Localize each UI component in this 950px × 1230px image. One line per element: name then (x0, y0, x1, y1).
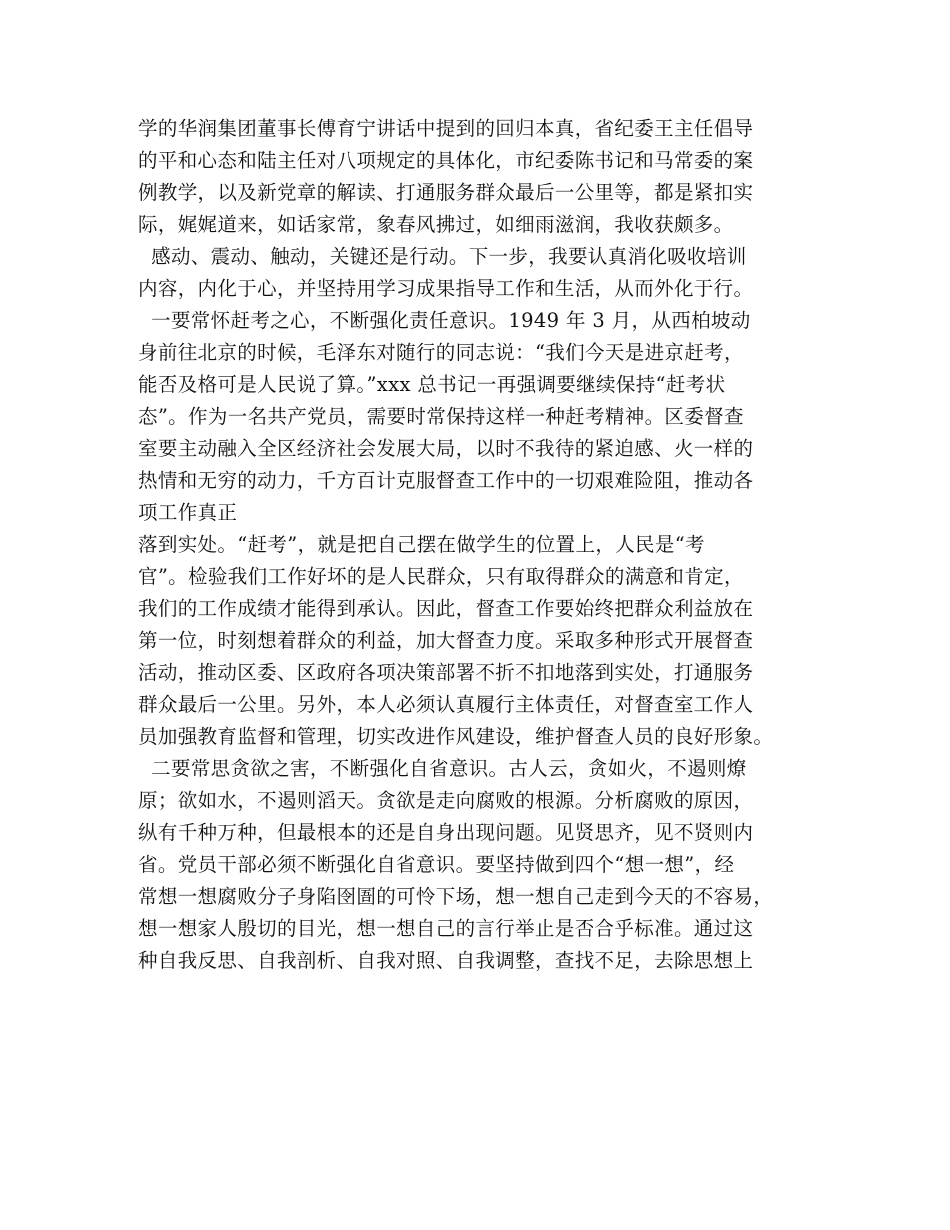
text-line: 种自我反思、自我剖析、自我对照、自我调整，查找不足，去除思想上 (138, 949, 754, 972)
text-line: 室要主动融入全区经济社会发展大局，以时不我待的紧迫感、火一样的 (138, 437, 754, 460)
text-line: 热情和无穷的动力，千方百计克服督查工作中的一切艰难险阻，推动各 (138, 469, 754, 492)
text-line: 身前往北京的时候，毛泽东对随行的同志说：“我们今天是进京赶考， (138, 341, 744, 364)
document-body (138, 113, 838, 977)
text-line: 一要常怀赶考之心，不断强化责任意识。1949 年 3 月，从西柏坡动 (138, 309, 751, 332)
text-line: 群众最后一公里。另外，本人必须认真履行主体责任，对督查室工作人 (138, 693, 754, 716)
text-line: 第一位，时刻想着群众的利益，加大督查力度。采取多种形式开展督查 (138, 629, 754, 652)
text-line: 常想一想腐败分子身陷囹圄的可怜下场，想一想自己走到今天的不容易， (138, 885, 774, 908)
text-line: 例教学，以及新党章的解读、打通服务群众最后一公里等，都是紧扣实 (138, 181, 754, 204)
text-line: 际，娓娓道来，如话家常，象春风拂过，如细雨滋润，我收获颇多。 (138, 213, 734, 236)
text-line: 二要常思贪欲之害，不断强化自省意识。古人云，贪如火，不遏则燎 (138, 757, 747, 780)
text-line: 的平和心态和陆主任对八项规定的具体化，市纪委陈书记和马常委的案 (138, 149, 754, 172)
text-line: 态”。作为一名共产党员，需要时常保持这样一种赶考精神。区委督查 (138, 405, 744, 428)
text-line: 省。党员干部必须不断强化自省意识。要坚持做到四个“想一想”，经 (138, 853, 735, 876)
text-line: 能否及格可是人民说了算。”xxx 总书记一再强调要继续保持“赶考状 (138, 373, 726, 396)
text-line: 官”。检验我们工作好坏的是人民群众，只有取得群众的满意和肯定， (138, 565, 744, 588)
text-line: 感动、震动、触动，关键还是行动。下一步，我要认真消化吸收培训 (138, 245, 747, 268)
text-line: 原；欲如水，不遏则滔天。贪欲是走向腐败的根源。分析腐败的原因， (138, 789, 754, 812)
text-line: 纵有千种万种，但最根本的还是自身出现问题。见贤思齐，见不贤则内 (138, 821, 754, 844)
text-line: 内容，内化于心，并坚持用学习成果指导工作和生活，从而外化于行。 (138, 277, 754, 300)
text-line: 员加强教育监督和管理，切实改进作风建设，维护督查人员的良好形象。 (138, 725, 774, 748)
text-line: 我们的工作成绩才能得到承认。因此，督查工作要始终把群众利益放在 (138, 597, 754, 620)
text-line: 活动，推动区委、区政府各项决策部署不折不扣地落到实处，打通服务 (138, 661, 754, 684)
text-line: 落到实处。“赶考”，就是把自己摆在做学生的位置上，人民是“考 (138, 533, 705, 556)
text-line: 想一想家人殷切的目光，想一想自己的言行举止是否合乎标准。通过这 (138, 917, 754, 940)
text-line: 学的华润集团董事长傅育宁讲话中提到的回归本真，省纪委王主任倡导 (138, 117, 754, 140)
text-line: 项工作真正 (138, 501, 238, 524)
